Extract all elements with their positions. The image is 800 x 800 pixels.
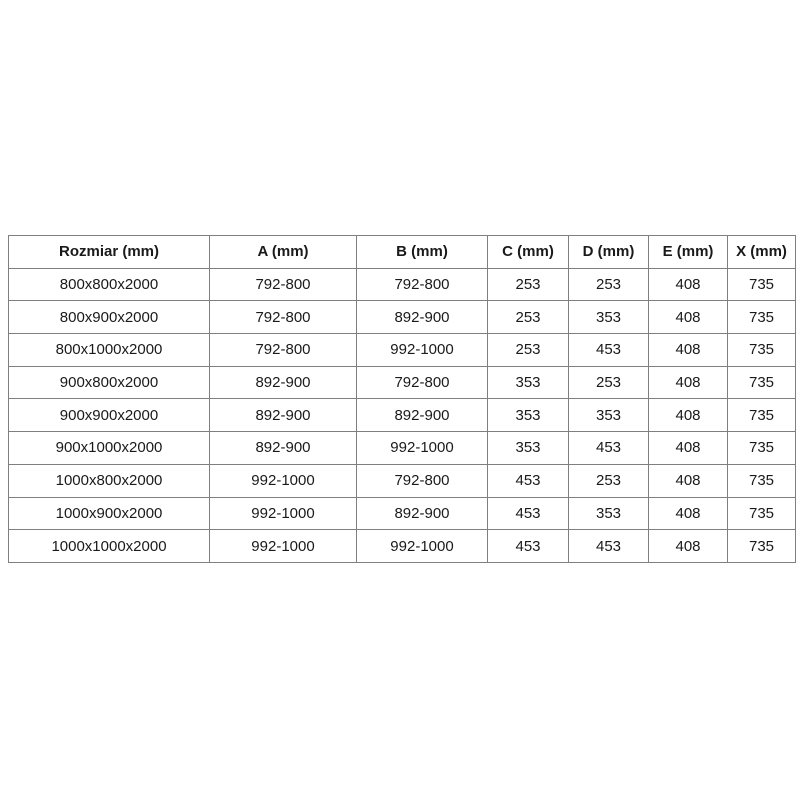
table-row [9,268,796,301]
table-row [9,432,796,465]
table-cell: 353 [488,399,569,432]
table-cell: 992-1000 [357,530,488,563]
table-cell: 735 [728,464,796,497]
table-cell: 892-900 [210,399,357,432]
table-cell: 800x900x2000 [9,301,210,334]
table-cell: 792-800 [210,301,357,334]
table-cell: 453 [488,464,569,497]
table-cell: 353 [488,366,569,399]
table-cell: 453 [488,497,569,530]
table-cell: 408 [649,366,728,399]
table-cell: 408 [649,301,728,334]
table-cell: 992-1000 [357,334,488,367]
table-cell: 735 [728,399,796,432]
table-cell: 353 [569,497,649,530]
table-cell: 892-900 [357,497,488,530]
column-header: A (mm) [210,236,357,269]
table-cell: 992-1000 [210,530,357,563]
table-cell: 735 [728,334,796,367]
table-cell: 892-900 [357,399,488,432]
column-header: B (mm) [357,236,488,269]
header-row [9,236,796,269]
table-cell: 353 [569,301,649,334]
column-header: X (mm) [728,236,796,269]
table-cell: 792-800 [357,268,488,301]
column-header: E (mm) [649,236,728,269]
table-cell: 900x900x2000 [9,399,210,432]
column-header: C (mm) [488,236,569,269]
table-cell: 800x800x2000 [9,268,210,301]
table-row [9,399,796,432]
table-cell: 992-1000 [210,464,357,497]
table-cell: 1000x900x2000 [9,497,210,530]
table-cell: 735 [728,530,796,563]
table-cell: 800x1000x2000 [9,334,210,367]
table-cell: 892-900 [210,432,357,465]
table-cell: 792-800 [357,366,488,399]
table-cell: 253 [569,366,649,399]
table-body [9,268,796,562]
table-row [9,530,796,563]
table-cell: 900x1000x2000 [9,432,210,465]
table-cell: 408 [649,432,728,465]
table-cell: 253 [488,301,569,334]
dimensions-table [8,235,796,563]
table-cell: 992-1000 [210,497,357,530]
table-cell: 735 [728,432,796,465]
table-cell: 408 [649,334,728,367]
table-cell: 735 [728,366,796,399]
table-row [9,334,796,367]
table-cell: 453 [569,530,649,563]
table-cell: 735 [728,497,796,530]
table-cell: 408 [649,399,728,432]
table-cell: 735 [728,301,796,334]
table-header [9,236,796,269]
table-cell: 792-800 [210,334,357,367]
table-cell: 1000x1000x2000 [9,530,210,563]
table-cell: 253 [569,268,649,301]
table-row [9,301,796,334]
table-cell: 892-900 [357,301,488,334]
table-cell: 408 [649,530,728,563]
table-cell: 453 [569,432,649,465]
table-row [9,497,796,530]
table-cell: 408 [649,497,728,530]
table-row [9,366,796,399]
table-cell: 792-800 [357,464,488,497]
table-cell: 353 [488,432,569,465]
table-row [9,464,796,497]
table-cell: 792-800 [210,268,357,301]
table-cell: 408 [649,464,728,497]
column-header: D (mm) [569,236,649,269]
table-cell: 253 [488,334,569,367]
table-cell: 253 [569,464,649,497]
table-cell: 900x800x2000 [9,366,210,399]
table-cell: 735 [728,268,796,301]
table-cell: 453 [569,334,649,367]
table-cell: 892-900 [210,366,357,399]
table-cell: 992-1000 [357,432,488,465]
table-cell: 253 [488,268,569,301]
table-cell: 408 [649,268,728,301]
table-cell: 453 [488,530,569,563]
table-cell: 353 [569,399,649,432]
table-cell: 1000x800x2000 [9,464,210,497]
column-header: Rozmiar (mm) [9,236,210,269]
